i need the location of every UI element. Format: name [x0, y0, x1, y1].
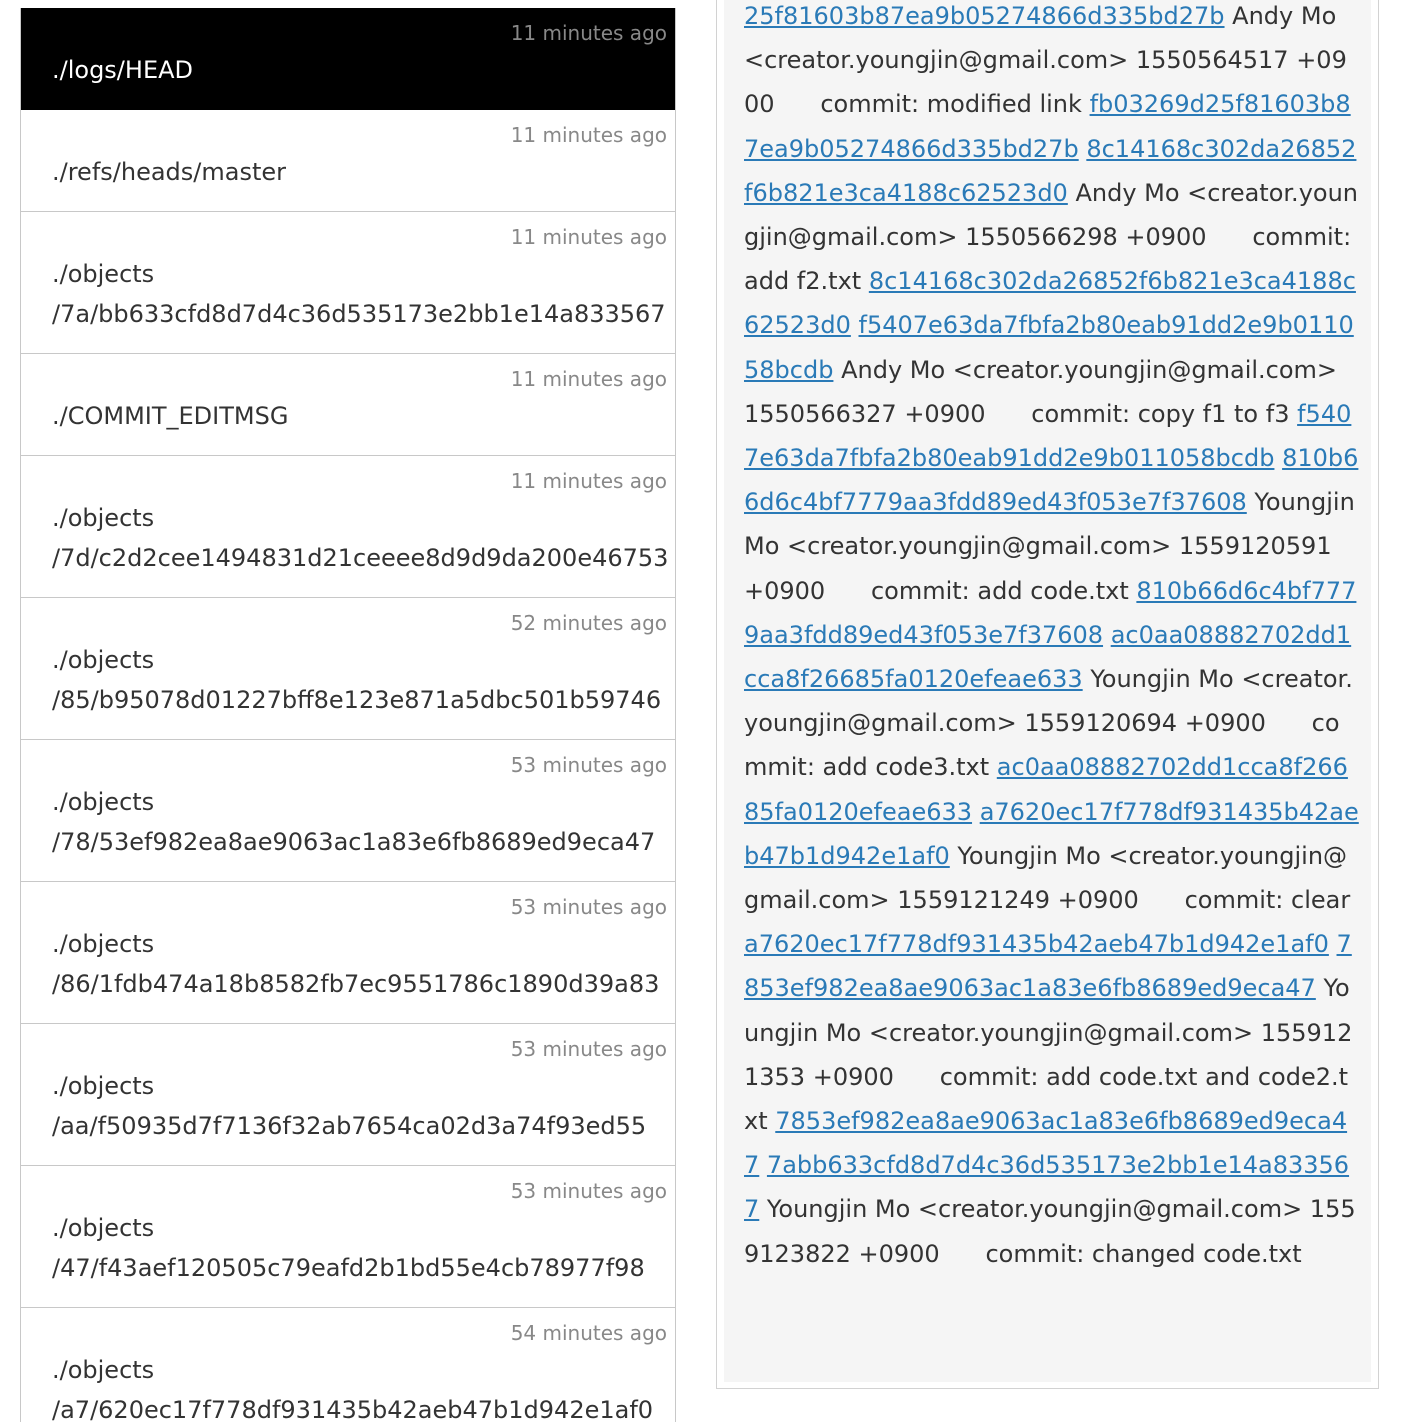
file-list-item[interactable]	[21, 354, 675, 456]
file-path: ./objects /7d/c2d2cee1494831d21ceeee8d9d9da200e46753	[52, 504, 669, 572]
head-log-text	[744, 0, 1359, 1276]
log-author: Andy Mo <creator.youngjin@gmail.com> 1550566298 +0900	[744, 178, 1358, 252]
commit-hash-link[interactable]: a7620ec17f778df931435b42aeb47b1d942e1af0	[744, 930, 1329, 959]
file-path: ./objects /78/53ef982ea8ae9063ac1a83e6fb8689ed9eca47	[52, 788, 656, 856]
file-list-item[interactable]	[21, 882, 675, 1024]
commit-hash-link[interactable]: fb03269d25f81603b87ea9b05274866d335bd27b	[744, 90, 1351, 163]
log-message: commit: copy f1 to f3	[1031, 399, 1290, 428]
file-content-panel	[716, 0, 1379, 1389]
file-content-body	[724, 0, 1371, 1382]
log-author: Andy Mo <creator.youngjin@gmail.com> 1550566327 +0900	[744, 355, 1338, 428]
file-path: ./objects /86/1fdb474a18b8582fb7ec9551786c1890d39a83	[52, 930, 660, 998]
file-list-item[interactable]	[21, 1024, 675, 1166]
file-list-item[interactable]	[21, 1308, 675, 1422]
file-modified-time: 53 minutes ago	[510, 1037, 667, 1061]
file-modified-time: 53 minutes ago	[510, 895, 667, 919]
file-modified-time: 11 minutes ago	[510, 367, 667, 391]
file-path: ./objects /aa/f50935d7f7136f32ab7654ca02d3a74f93ed55	[52, 1072, 647, 1140]
log-author: Youngjin Mo <creator.youngjin@gmail.com> 1559120694 +0900	[744, 665, 1353, 738]
log-message: commit: modified link	[820, 90, 1082, 119]
file-path: ./objects /85/b95078d01227bff8e123e871a5dbc501b59746	[52, 646, 662, 714]
commit-hash-link[interactable]: 8c14168c302da26852f6b821e3ca4188c62523d0	[744, 267, 1356, 340]
commit-hash-link[interactable]: f5407e63da7fbfa2b80eab91dd2e9b011058bcdb	[744, 399, 1352, 473]
commit-hash-link[interactable]: 8c14168c302da26852f6b821e3ca4188c62523d0	[744, 134, 1357, 207]
log-message: commit: add f2.txt	[744, 223, 1352, 296]
file-list-item[interactable]	[21, 456, 675, 598]
file-modified-time: 11 minutes ago	[510, 225, 667, 249]
file-modified-time: 11 minutes ago	[510, 21, 667, 45]
log-message: commit: add code.txt	[870, 576, 1129, 605]
file-list-item[interactable]	[21, 110, 675, 212]
commit-hash-link[interactable]: 810b66d6c4bf7779aa3fdd89ed43f053e7f37608	[744, 576, 1357, 649]
file-modified-time: 52 minutes ago	[510, 611, 667, 635]
commit-hash-link[interactable]: a7620ec17f778df931435b42aeb47b1d942e1af0	[744, 797, 1359, 870]
file-path: ./logs/HEAD	[52, 56, 193, 84]
log-author: Andy Mo <creator.youngjin@gmail.com> 1550564517 +0900	[744, 2, 1347, 119]
file-path: ./objects /a7/620ec17f778df931435b42aeb47b1d942e1af0	[52, 1356, 654, 1422]
commit-hash-link[interactable]: 7abb633cfd8d7d4c36d535173e2bb1e14a833567	[744, 1151, 1350, 1224]
file-modified-time: 54 minutes ago	[510, 1321, 667, 1345]
commit-hash-link[interactable]: ac0aa08882702dd1cca8f26685fa0120efeae633	[744, 753, 1348, 826]
file-list-item[interactable]	[21, 8, 675, 110]
commit-hash-link[interactable]: 7853ef982ea8ae9063ac1a83e6fb8689ed9eca47	[744, 1107, 1348, 1180]
log-message: commit: add code.txt and code2.txt	[744, 1062, 1349, 1136]
file-path: ./objects /7a/bb633cfd8d7d4c36d535173e2bb1e14a833567	[52, 260, 666, 328]
file-modified-time: 53 minutes ago	[510, 753, 667, 777]
file-path: ./COMMIT_EDITMSG	[52, 402, 289, 430]
file-list-item[interactable]	[21, 598, 675, 740]
file-path: ./refs/heads/master	[52, 158, 286, 186]
log-author: Youngjin Mo <creator.youngjin@gmail.com> 1559120591 +0900	[744, 488, 1355, 605]
file-path: ./objects /47/f43aef120505c79eafd2b1bd55e4cb78977f98	[52, 1214, 645, 1282]
log-author: Youngjin Mo <creator.youngjin@gmail.com> 1559121249 +0900	[744, 841, 1348, 915]
log-message: commit: clear	[1184, 886, 1351, 915]
log-author: Youngjin Mo <creator.youngjin@gmail.com> 1559121353 +0900	[744, 974, 1353, 1091]
file-list-item[interactable]	[21, 1166, 675, 1308]
log-author: Youngjin Mo <creator.youngjin@gmail.com> 1559123822 +0900	[744, 1195, 1356, 1268]
commit-hash-link[interactable]: 7853ef982ea8ae9063ac1a83e6fb8689ed9eca47	[744, 930, 1352, 1003]
commit-hash-link[interactable]: f5407e63da7fbfa2b80eab91dd2e9b011058bcdb	[744, 311, 1354, 384]
commit-hash-link[interactable]: 25f81603b87ea9b05274866d335bd27b	[744, 2, 1225, 30]
file-list-item[interactable]	[21, 740, 675, 882]
log-message: commit: changed code.txt	[985, 1239, 1302, 1268]
file-list-item[interactable]	[21, 212, 675, 354]
log-message: commit: add code3.txt	[744, 709, 1340, 782]
commit-hash-link[interactable]: 810b66d6c4bf7779aa3fdd89ed43f053e7f37608	[744, 444, 1359, 517]
file-modified-time: 11 minutes ago	[510, 123, 667, 147]
file-modified-time: 11 minutes ago	[510, 469, 667, 493]
file-list	[20, 8, 676, 1422]
file-modified-time: 53 minutes ago	[510, 1179, 667, 1203]
commit-hash-link[interactable]: ac0aa08882702dd1cca8f26685fa0120efeae633	[744, 620, 1352, 694]
